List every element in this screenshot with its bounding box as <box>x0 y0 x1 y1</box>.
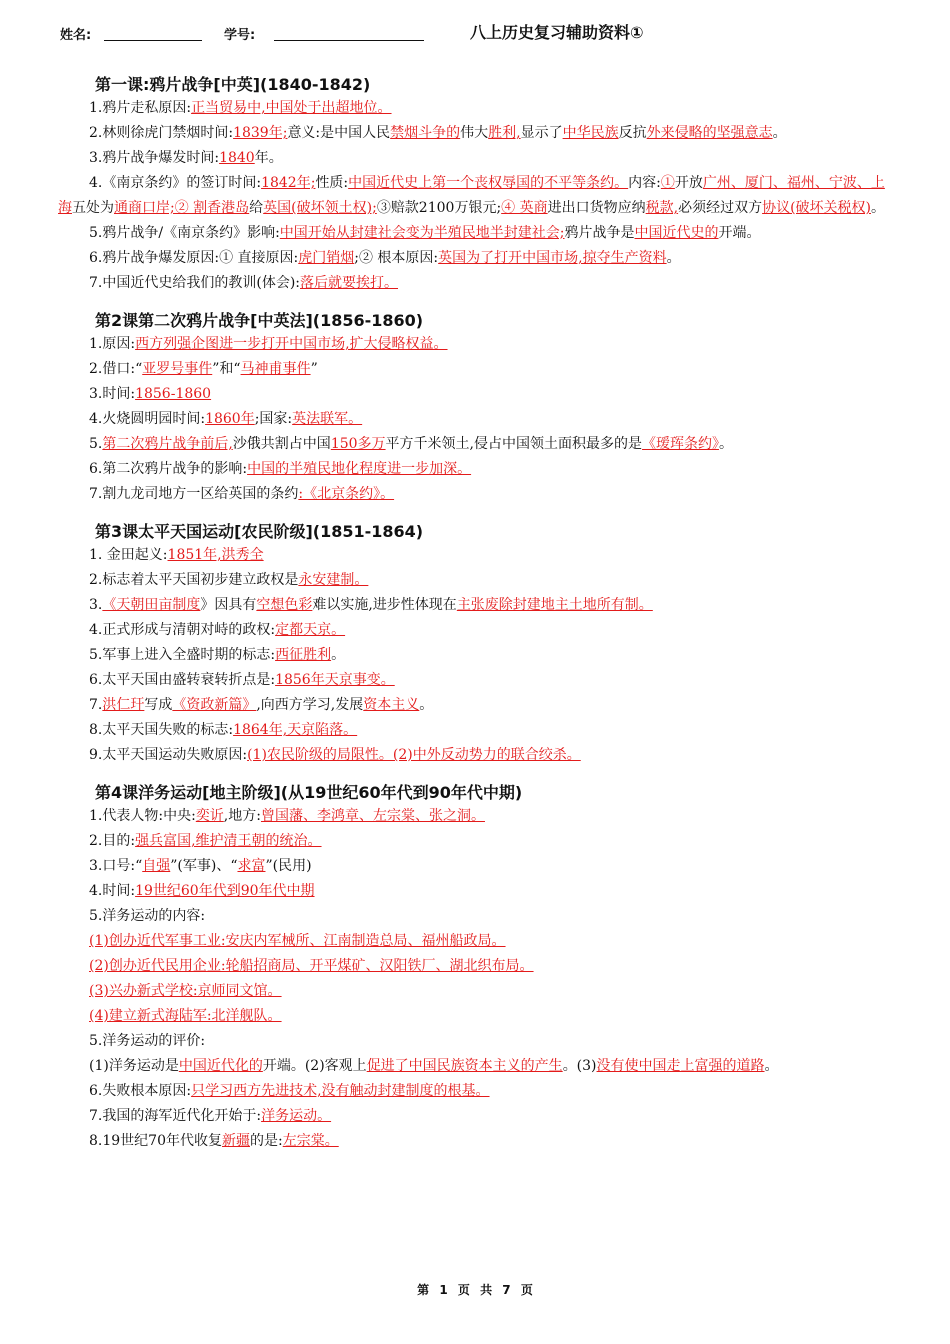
prompt-text: 难以实施,进步性体现在 <box>312 597 457 613</box>
prompt-text: 5. <box>89 436 103 452</box>
prompt-text: ;② 根本原因: <box>354 250 439 266</box>
question-line <box>58 904 898 929</box>
question-line <box>58 879 898 904</box>
student-id-blank <box>274 40 424 41</box>
prompt-text: (1)洋务运动是 <box>89 1058 179 1074</box>
answer-text: 奕䜣 <box>195 808 224 824</box>
question-line <box>58 246 898 271</box>
prompt-text: 平方千米领土,侵占中国领土面积最多的是 <box>385 436 642 452</box>
answer-text: 洪仁玕 <box>102 697 145 713</box>
question-line <box>58 121 898 146</box>
lesson-heading: 第一课:鸦片战争[中英](1840-1842) <box>95 75 371 94</box>
prompt-text: 开端。 <box>718 225 761 241</box>
answer-text: 定都天京。 <box>275 622 346 638</box>
question-line <box>58 829 898 854</box>
answer-text: 协议(破坏关税权) <box>762 200 872 216</box>
question-line <box>58 1029 898 1054</box>
answer-text: 1842年; <box>261 175 316 191</box>
prompt-text: 7.我国的海军近代化开始于: <box>89 1108 262 1124</box>
prompt-text: 。 <box>419 697 434 713</box>
prompt-text: 。 <box>331 647 346 663</box>
answer-text: 中国的半殖民地化程度进一步加深。 <box>247 461 472 477</box>
answer-text: 19世纪60年代到90年代中期 <box>135 883 315 899</box>
answer-text: 只学习西方先进技术,没有触动封建制度的根基。 <box>191 1083 490 1099</box>
prompt-text: 5.洋务运动的内容: <box>89 908 206 924</box>
prompt-text: 4.正式形成与清朝对峙的政权: <box>89 622 276 638</box>
prompt-text: 7.割九龙司地方一区给英国的条约 <box>89 486 299 502</box>
answer-text: (4)建立新式海陆军:北洋舰队。 <box>89 1008 282 1024</box>
prompt-text: ”(军事)、“ <box>170 858 238 874</box>
question-line <box>58 171 898 221</box>
footer-total-pages: 7 <box>502 1283 511 1297</box>
prompt-text: 6.失败根本原因: <box>89 1083 192 1099</box>
prompt-text: 沙俄共割占中国 <box>232 436 331 452</box>
answer-text: 洋务运动。 <box>261 1108 332 1124</box>
question-line <box>58 96 898 121</box>
answer-text: 广州、厦门、福州、宁波、上海 <box>58 175 885 216</box>
prompt-text: 五处为 <box>72 200 114 216</box>
prompt-text: 的是: <box>250 1133 283 1149</box>
question-line <box>58 804 898 829</box>
answer-text: 落后就要挨打。 <box>300 275 398 291</box>
prompt-text: ;国家: <box>254 411 293 427</box>
footer-page-number: 1 <box>439 1283 448 1297</box>
lesson-heading: 第4课洋务运动[地主阶级](从19世纪60年代到90年代中期) <box>95 783 523 802</box>
question-line <box>58 432 898 457</box>
prompt-text: 开放 <box>674 175 703 191</box>
answer-text: 求富 <box>237 858 266 874</box>
answer-text: 外来侵略的坚强意志 <box>646 125 773 141</box>
prompt-text: ③赔款2100万银元; <box>376 200 502 216</box>
prompt-text: 》因具有 <box>200 597 257 613</box>
answer-text: 通商口岸;② 割香港岛 <box>114 200 250 216</box>
prompt-text: 意义:是中国人民 <box>287 125 391 141</box>
answer-text: 1856年天京事变。 <box>275 672 395 688</box>
answer-text: 英法联军。 <box>292 411 363 427</box>
answer-text: 英国(破坏领土权); <box>263 200 377 216</box>
answer-text: 英国为了打开中国市场,掠夺生产资料 <box>438 250 667 266</box>
footer-ye2: 页 <box>520 1283 533 1297</box>
lesson-section <box>58 310 898 507</box>
prompt-text: 1.原因: <box>89 336 136 352</box>
answer-text: 1840 <box>219 150 255 166</box>
answer-text: (2)创办近代民用企业:轮船招商局、开平煤矿、汉阳铁厂、湖北织布局。 <box>89 958 534 974</box>
answer-text: 新疆 <box>222 1133 250 1149</box>
prompt-text: 3.鸦片战争爆发时间: <box>89 150 220 166</box>
prompt-text: 性质: <box>315 175 349 191</box>
prompt-text: 年。 <box>254 150 283 166</box>
question-line <box>58 979 898 1004</box>
prompt-text: 8.19世纪70年代收复 <box>89 1133 222 1149</box>
question-line <box>58 618 898 643</box>
prompt-text: 6.太平天国由盛转衰转折点是: <box>89 672 276 688</box>
question-line <box>58 1104 898 1129</box>
student-id-label: 学号: <box>224 28 256 43</box>
prompt-text: 3.时间: <box>89 386 136 402</box>
prompt-text: 2.林则徐虎门禁烟时间: <box>89 125 234 141</box>
question-line <box>58 693 898 718</box>
question-line <box>58 668 898 693</box>
prompt-text: 开端。(2)客观上 <box>262 1058 367 1074</box>
question-line <box>58 1129 898 1154</box>
name-label: 姓名: <box>60 28 92 43</box>
answer-text: 资本主义 <box>363 697 420 713</box>
question-line <box>58 643 898 668</box>
answer-text: 1860年 <box>205 411 255 427</box>
document-body <box>58 74 898 1168</box>
question-line <box>58 221 898 246</box>
question-line <box>58 407 898 432</box>
answer-text: 150多万 <box>330 436 386 452</box>
question-line <box>58 854 898 879</box>
prompt-text: ”和“ <box>212 361 241 377</box>
question-line <box>58 1054 898 1079</box>
answer-text: 亚罗号事件 <box>142 361 213 377</box>
prompt-text: 3.口号:“ <box>89 858 143 874</box>
prompt-text: 。 <box>871 200 886 216</box>
prompt-text: 2.标志着太平天国初步建立政权是 <box>89 572 299 588</box>
footer-di: 第 <box>417 1283 430 1297</box>
answer-text: (3)兴办新式学校:京师同文馆。 <box>89 983 282 999</box>
prompt-text: 1. 金田起义: <box>89 547 168 563</box>
answer-text: 中国近代史的 <box>634 225 719 241</box>
prompt-text: 4.火烧圆明园时间: <box>89 411 206 427</box>
prompt-text: ” <box>310 361 318 377</box>
answer-text: ④ 英商 <box>501 200 548 216</box>
prompt-text: 写成 <box>144 697 173 713</box>
question-line <box>58 382 898 407</box>
prompt-text: 1.代表人物:中央: <box>89 808 196 824</box>
prompt-text: 给 <box>249 200 264 216</box>
answer-text: 曾国藩、李鸿章、左宗棠、张之洞。 <box>260 808 485 824</box>
prompt-text: 9.太平天国运动失败原因: <box>89 747 248 763</box>
answer-text: 1864年,天京陷落。 <box>233 722 358 738</box>
document-title: 八上历史复习辅助资料① <box>470 23 644 42</box>
prompt-text: 6.第二次鸦片战争的影响: <box>89 461 248 477</box>
answer-text: 《资政新篇》 <box>172 697 257 713</box>
prompt-text: 。 <box>666 250 681 266</box>
lesson-section <box>58 521 898 768</box>
question-line <box>58 568 898 593</box>
question-line <box>58 743 898 768</box>
answer-text: 中国开始从封建社会变为半殖民地半封建社会; <box>279 225 565 241</box>
answer-text: 西征胜利 <box>275 647 332 663</box>
answer-text: 1839年; <box>233 125 288 141</box>
answer-text: 胜利, <box>488 125 521 141</box>
answer-text: 第二次鸦片战争前后, <box>102 436 233 452</box>
prompt-text: 。 <box>764 1058 779 1074</box>
page-header <box>60 20 900 44</box>
question-line <box>58 457 898 482</box>
answer-text: 中国近代史上第一个丧权辱国的不平等条约。 <box>348 175 629 191</box>
prompt-text: 鸦片战争是 <box>564 225 635 241</box>
prompt-text: 伟大 <box>460 125 489 141</box>
prompt-text: 。 <box>719 436 733 452</box>
question-line <box>58 357 898 382</box>
prompt-text: 5.军事上进入全盛时期的标志: <box>89 647 276 663</box>
footer-ye: 页 <box>457 1283 470 1297</box>
question-line <box>58 332 898 357</box>
question-line <box>58 271 898 296</box>
prompt-text: 。 <box>772 125 787 141</box>
prompt-text: 6.鸦片战争爆发原因:① 直接原因: <box>89 250 299 266</box>
question-line <box>58 482 898 507</box>
lesson-section <box>58 782 898 1154</box>
prompt-text: ,地方: <box>223 808 261 824</box>
answer-text: 自强 <box>142 858 171 874</box>
prompt-text: 必须经过双方 <box>678 200 763 216</box>
answer-text: 《天朝田亩制度 <box>102 597 201 613</box>
prompt-text: 1.鸦片走私原因: <box>89 100 192 116</box>
answer-text: 《瑷珲条约》 <box>642 436 719 452</box>
question-line <box>58 593 898 618</box>
answer-text: (1)创办近代军事工业:安庆内军械所、江南制造总局、福州船政局。 <box>89 933 506 949</box>
answer-text: 强兵富国,维护清王朝的统治。 <box>135 833 322 849</box>
prompt-text: 内容: <box>628 175 661 191</box>
answer-text: 主张废除封建地主土地所有制。 <box>456 597 653 613</box>
prompt-text: 。(3) <box>562 1058 597 1074</box>
answer-text: :《北京条约》。 <box>298 486 395 502</box>
lesson-section <box>58 74 898 296</box>
prompt-text: 3. <box>89 597 103 613</box>
prompt-text: 5.鸦片战争/《南京条约》影响: <box>89 225 280 241</box>
prompt-text: 4.《南京条约》的签订时间: <box>89 175 262 191</box>
question-line <box>58 1079 898 1104</box>
prompt-text: 7.中国近代史给我们的教训(体会): <box>89 275 300 291</box>
answer-text: 永安建制。 <box>298 572 369 588</box>
answer-text: 马神甫事件 <box>240 361 311 377</box>
answer-text: 禁烟斗争的 <box>390 125 461 141</box>
answer-text: 税款, <box>645 200 679 216</box>
prompt-text: 反抗 <box>618 125 647 141</box>
prompt-text: 5.洋务运动的评价: <box>89 1033 206 1049</box>
prompt-text: 2.借口:“ <box>89 361 143 377</box>
answer-text: 正当贸易中,中国处于出超地位。 <box>191 100 392 116</box>
answer-text: 中国近代化的 <box>178 1058 263 1074</box>
prompt-text: 7. <box>89 697 103 713</box>
answer-text: (1)农民阶级的局限性。(2)中外反动势力的联合绞杀。 <box>247 747 581 763</box>
lesson-heading: 第3课太平天国运动[农民阶级](1851-1864) <box>95 522 424 541</box>
answer-text: 促进了中国民族资本主义的产生 <box>366 1058 563 1074</box>
prompt-text: 8.太平天国失败的标志: <box>89 722 234 738</box>
answer-text: 空想色彩 <box>256 597 313 613</box>
prompt-text: 2.目的: <box>89 833 136 849</box>
answer-text: 左宗棠。 <box>282 1133 339 1149</box>
question-line <box>58 718 898 743</box>
question-line <box>58 954 898 979</box>
answer-text: 1856-1860 <box>135 386 212 402</box>
answer-text: 中华民族 <box>562 125 619 141</box>
name-blank <box>104 40 202 41</box>
prompt-text: 4.时间: <box>89 883 136 899</box>
footer-gong: 共 <box>480 1283 493 1297</box>
prompt-text: 显示了 <box>520 125 563 141</box>
question-line <box>58 1004 898 1029</box>
answer-text: 没有使中国走上富强的道路 <box>596 1058 765 1074</box>
lesson-heading: 第2课第二次鸦片战争[中英法](1856-1860) <box>95 311 424 330</box>
question-line <box>58 146 898 171</box>
answer-text: ① <box>660 175 675 191</box>
answer-text: 西方列强企图进一步打开中国市场,扩大侵略权益。 <box>135 336 448 352</box>
prompt-text: 进出口货物应纳 <box>547 200 646 216</box>
question-line <box>58 929 898 954</box>
prompt-text: ,向西方学习,发展 <box>256 697 364 713</box>
prompt-text: ”(民用) <box>265 858 312 874</box>
answer-text: 1851年,洪秀全 <box>167 547 264 563</box>
answer-text: 虎门销烟 <box>298 250 355 266</box>
question-line <box>58 543 898 568</box>
page-footer <box>0 1281 950 1298</box>
